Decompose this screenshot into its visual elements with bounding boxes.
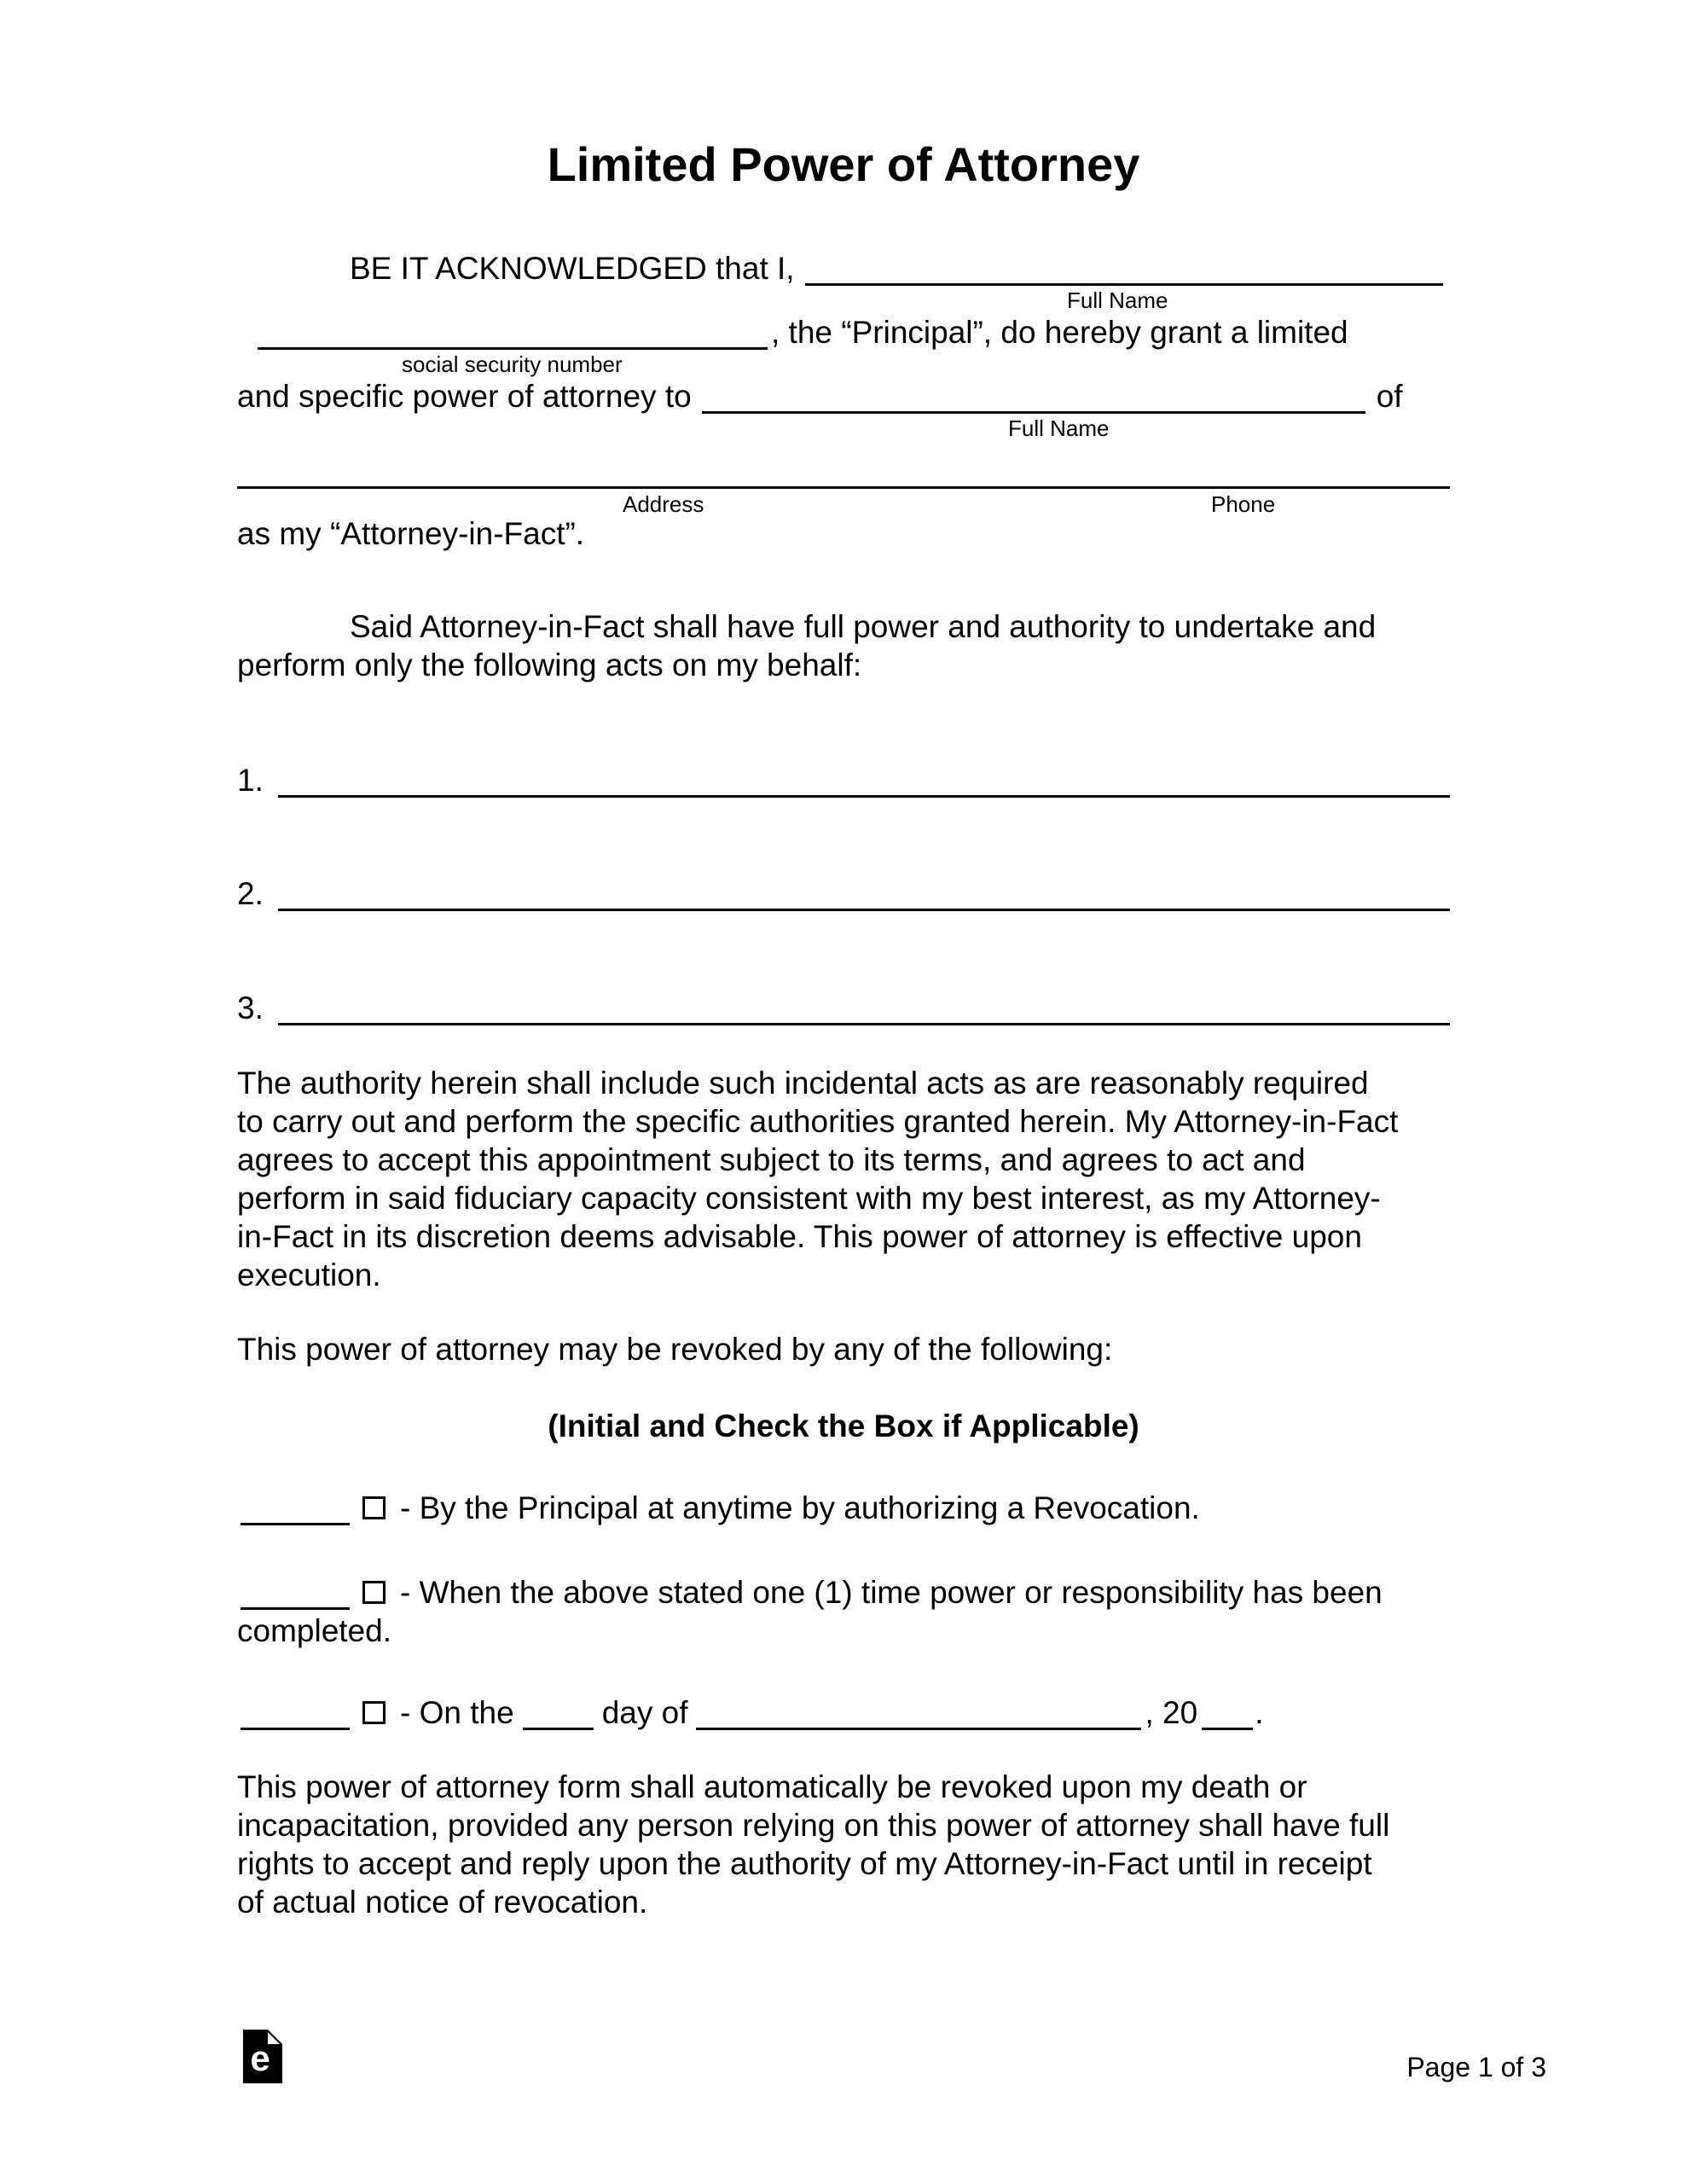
attorney-name-blank[interactable] bbox=[702, 411, 1365, 414]
closing-line-4: of actual notice of revocation. bbox=[237, 1885, 648, 1920]
address-phone-label-row bbox=[237, 489, 1450, 517]
ack-line-2 bbox=[237, 313, 1450, 351]
ack-line-1-text: BE IT ACKNOWLEDGED that I, bbox=[350, 251, 795, 286]
revocation-option-3-mid: day of bbox=[601, 1695, 688, 1730]
ack-line-3 bbox=[237, 377, 1450, 415]
revocation-option-3-prefix: - On the bbox=[400, 1695, 514, 1730]
address-label: Address bbox=[623, 491, 704, 517]
revocation-option-3-period: . bbox=[1255, 1695, 1264, 1730]
ssn-label-row bbox=[237, 351, 1450, 377]
act-item-1 bbox=[237, 761, 1450, 799]
act-item-2 bbox=[237, 874, 1450, 913]
closing-paragraph bbox=[237, 1768, 1450, 1921]
full-name-label-2: Full Name bbox=[1008, 415, 1110, 441]
closing-line-2: incapacitation, provided any person relying on this power of attorney shall have full bbox=[237, 1808, 1390, 1843]
revocation-option-3 bbox=[237, 1693, 1450, 1732]
authority-paragraph bbox=[237, 1064, 1450, 1294]
authority-line-6: execution. bbox=[237, 1258, 381, 1292]
logo-letter: e bbox=[250, 2038, 270, 2078]
checkbox-1[interactable] bbox=[362, 1496, 386, 1519]
month-blank[interactable] bbox=[696, 1728, 1141, 1730]
year-blank[interactable] bbox=[1202, 1728, 1253, 1730]
page-title: Limited Power of Attorney bbox=[547, 137, 1140, 191]
act-1-blank[interactable] bbox=[278, 795, 1450, 798]
ack-line-3-text: and specific power of attorney to bbox=[237, 379, 692, 414]
intro-line-2: perform only the following acts on my behalf: bbox=[237, 648, 862, 682]
revocation-option-2-line-1 bbox=[237, 1573, 1450, 1612]
checkbox-3[interactable] bbox=[362, 1701, 386, 1724]
principal-name-blank[interactable] bbox=[805, 283, 1443, 286]
revocation-option-2-line-2: completed. bbox=[237, 1613, 391, 1648]
initial-heading: (Initial and Check the Box if Applicable) bbox=[548, 1409, 1139, 1443]
act-number-1: 1. bbox=[237, 763, 264, 798]
closing-line-1: This power of attorney form shall automatically be revoked upon my death or bbox=[237, 1769, 1307, 1804]
ack-line-1 bbox=[237, 249, 1450, 288]
full-name-label-row-1 bbox=[237, 288, 1450, 313]
authority-line-4: perform in said fiduciary capacity consistent with my best interest, as my Attorney- bbox=[237, 1181, 1381, 1216]
act-number-2: 2. bbox=[237, 876, 264, 911]
authority-line-5: in-Fact in its discretion deems advisable. This power of attorney is effective upon bbox=[237, 1219, 1362, 1254]
page-number: Page 1 of 3 bbox=[1406, 2052, 1546, 2082]
revocation-option-2 bbox=[237, 1573, 1450, 1650]
intro-paragraph bbox=[237, 607, 1450, 684]
full-name-label-1: Full Name bbox=[1067, 288, 1168, 313]
act-3-blank[interactable] bbox=[278, 1023, 1450, 1025]
address-phone-blank[interactable] bbox=[237, 441, 1450, 489]
act-number-3: 3. bbox=[237, 990, 264, 1025]
revocation-option-1-text: - By the Principal at anytime by authorizing a Revocation. bbox=[400, 1490, 1200, 1525]
act-2-blank[interactable] bbox=[278, 909, 1450, 911]
full-name-label-row-2 bbox=[237, 415, 1450, 441]
closing-line-3: rights to accept and reply upon the authority of my Attorney-in-Fact until in receipt bbox=[237, 1846, 1372, 1881]
act-item-3 bbox=[237, 989, 1450, 1027]
ssn-label: social security number bbox=[402, 351, 623, 377]
day-blank[interactable] bbox=[523, 1728, 594, 1730]
authority-line-1: The authority herein shall include such incidental acts as are reasonably required bbox=[237, 1066, 1369, 1101]
initials-blank-3[interactable] bbox=[241, 1728, 350, 1730]
authority-line-2: to carry out and perform the specific authorities granted herein. My Attorney-in-Fact bbox=[237, 1104, 1399, 1139]
initials-blank-2[interactable] bbox=[241, 1607, 350, 1610]
ack-line-3-suffix: of bbox=[1376, 379, 1403, 414]
intro-line-1: Said Attorney-in-Fact shall have full power and authority to undertake and bbox=[350, 609, 1377, 644]
acknowledgment-block bbox=[237, 249, 1450, 553]
revocation-option-3-year-prefix: , 20 bbox=[1145, 1695, 1198, 1730]
ack-closing-line: as my “Attorney-in-Fact”. bbox=[237, 516, 585, 551]
checkbox-2[interactable] bbox=[362, 1581, 386, 1604]
revocation-option-2-text: - When the above stated one (1) time power or responsibility has been bbox=[400, 1575, 1383, 1610]
initials-blank-1[interactable] bbox=[241, 1523, 350, 1525]
revocation-intro: This power of attorney may be revoked by any of the following: bbox=[237, 1332, 1113, 1367]
phone-label: Phone bbox=[1211, 491, 1276, 517]
ssn-blank[interactable] bbox=[258, 347, 768, 350]
authority-line-3: agrees to accept this appointment subject to its terms, and agrees to act and bbox=[237, 1142, 1306, 1177]
ack-line-2-text: , the “Principal”, do hereby grant a limited bbox=[771, 315, 1348, 350]
revocation-option-1 bbox=[237, 1489, 1450, 1527]
